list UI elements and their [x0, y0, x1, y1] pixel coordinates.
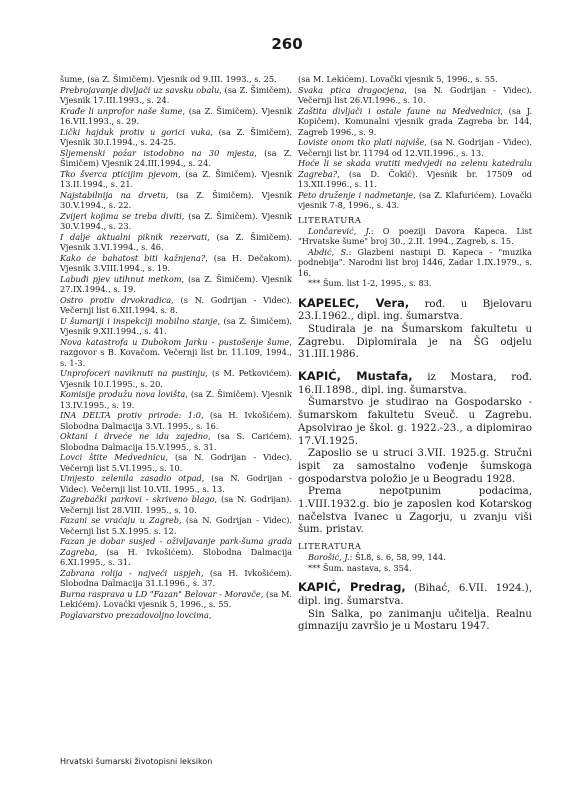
bibliography-entry: Tko šverca pticijim pjevom, (sa Z. Šimičem). Vjesnik 13.II.1994., s. 21.	[60, 168, 292, 189]
bibliography-entry: šume, (sa Z. Šimičem). Vjesnik od 9.III. 1993., s. 25.	[60, 74, 277, 84]
bio-paragraph: Zaposlio se u struci 3.VII. 1925.g. Stručni ispit za samostalno vođenje šumskoga gospodarstva položio je u Beogradu 1928.	[298, 448, 532, 485]
bio-text: rođ. u Bjelovaru 23.I.1962., dipl. ing. šumarstva.	[298, 298, 532, 323]
bibliography-entry: Ostro protiv drvokradica, (s N. Godrijan - Videc). Večernji list 6.XII.1994. s. 8.	[60, 294, 293, 315]
literatura-entry: *** Šum. list 1-2, 1995., s. 83.	[308, 278, 432, 288]
footer: Hrvatski šumarski životopisni leksikon	[60, 757, 213, 766]
bibliography-entry: Svaka ptica dragocjena, (sa N. Godrijan - Videc). Večernji list 26.VI.1996., s. 10.	[298, 84, 532, 105]
bio-text: (Bihać, 6.VII. 1924.), dipl. ing. šumarstva.	[298, 583, 532, 607]
bibliography-entry: Prebrojavanje divljači uz savsku obalu, (sa Z. Šimičem). Vjesnik 17.III.1993., s. 24.	[60, 84, 293, 105]
bibliography-entry: Komisije produžu nova lovišta, (sa Z. Šimičem). Vjesnik 13.IV.1995., s. 19.	[60, 389, 293, 410]
bio-paragraph: Studirala je na Šumarskom fakultetu u Zagrebu. Diplomirala je na ŠG odjelu 31.III.1986.	[298, 323, 532, 361]
bibliography-entry: Hoće li se skada vratiti medvjedi na zelenu katedralu Zagreba?, (sa D. Čokić). Vjesnik br. 17509 od 13.XII.1996., s. 11.	[298, 158, 532, 189]
bibliography-entry: (sa M. Lekićem). Lovački vjesnik 5, 1996., s. 55.	[298, 74, 498, 84]
literatura-entry: Borošić, J.: ŠL8, s. 6, 58, 99, 144.	[308, 552, 446, 563]
bibliography-entry: Oktani i drveće ne idu zajedno, (sa S. Carićem). Slobodna Dalmacija 15.V.1995., s. 31.	[60, 431, 293, 452]
bibliography-entry: Kako će bahatost biti kažnjena?, (sa H. Dečakom). Vjesnik 3.VIII.1994., s. 19.	[60, 252, 293, 273]
bibliography-entry: Nova katastrofa u Dubokom Jarku - pustošenje šume, razgovor s B. Kovačom. Večernji list br. 11.109, 1994., s. 1-3.	[60, 336, 292, 368]
bibliography-entry: Zaštita divljači i ostale faune na Medvednici, (sa J. Kopičem). Komunalni vjesnik grada Zagreba br. 144, Zagreb 1996., s. 9.	[298, 105, 532, 137]
bibliography-entry: I dalje aktualni piknik rezervati, (sa Z. Šimičem). Vjesnik 3.VI.1994., s. 46.	[60, 231, 293, 252]
bibliography-entry: Burna rasprava u LD "Fazan" Belovar - Moravče, (sa M. Lekićem). Lovački vjesnik 5, 1996., s. 55.	[60, 588, 292, 609]
bibliography-entry: Labuđi pjev utihnut metkom, (sa Z. Šimičem). Vjesnik 27.IX.1994., s. 19.	[60, 273, 292, 294]
bibliography-entry: Zagrebački parkovi - skriveno blago, (sa N. Godrijan). Večernji list 28.VIII. 1995., s. 10.	[60, 494, 292, 515]
bibliography-entry: Loviste onom tko plati najviše, (sa N. Godrijan - Videc). Večernji list br. 11794 od 12.VII.1996., s. 13.	[298, 137, 532, 158]
bibliography-entry: Lički hajduk protiv u gorici vuka, (sa Z. Šimičem). Vjesnik 30.I.1994., s. 24-25.	[60, 126, 292, 147]
bio-name: KAPELEC, Vera,	[298, 295, 410, 310]
bibliography-entry: Unprofoceri naviknuti na pustinju, (s M. Petkovićem). Vjesnik 10.I.1995., s. 20.	[60, 368, 292, 389]
bibliography-entry: Peto druženje i nadmetanje, (sa Z. Klafurićem). Lovački vjesnik 7-8, 1996., s. 43.	[298, 189, 532, 210]
literatura-heading: LITERATURA	[298, 541, 362, 552]
bibliography-entry: Lovci štite Medvednicu, (sa N. Godrijan - Videc). Večernji list 5.VI.1995., s. 10.	[60, 452, 292, 473]
bio-paragraph: Sin Salka, po zanimanju učitelja. Realnu gimnaziju završio je u Mostaru 1947.	[298, 608, 532, 633]
bio-kapic-predrag	[298, 581, 532, 608]
literatura-list	[298, 552, 532, 573]
bio-paragraph: Šumarstvo je studirao na Gospodarsko - šumarskom fakultetu Sveuč. u Zagrebu. Apsolvirao je škol. g. 1922.-23., a diplomirao 17.VI.1925.	[298, 397, 532, 447]
bio-name: KAPIĆ, Predrag,	[298, 580, 406, 595]
literatura-entry: *** Šum. nastava, s. 354.	[308, 562, 412, 573]
bibliography-list	[298, 74, 532, 211]
literatura-entry: Lončarević, J.: O poeziji Davora Kapeca. List "Hrvatske šume" broj 30., 2.II. 1994., Zagreb, s. 15.	[298, 225, 532, 246]
literatura-list	[298, 226, 532, 289]
bio-kapelec	[298, 297, 532, 324]
bibliography-entry: Najstabilnija na drvetu, (sa Z. Šimičem). Vjesnik 30.V.1994., s. 22.	[60, 189, 292, 210]
bibliography-entry: U šumariji i inspekciji mobilno stanje, (sa Z. Šimičem). Vjesnik 9.XII.1994., s. 41.	[60, 315, 293, 336]
bibliography-entry: Poglavarstvo prezadovoljno lovcima,	[60, 609, 212, 620]
bio-text: iz Mostara, rođ. 16.II.1898., dipl. ing. šumarstva.	[298, 372, 532, 396]
bibliography-entry: Zvijeri kojima se treba diviti, (sa Z. Šimičem). Vjesnik 30.V.1994., s. 23.	[60, 210, 293, 231]
bibliography-entry: Krađe li unprofor naše šume, (sa Z. Šimičem). Vjesnik 16.VII.1993., s. 29.	[60, 105, 293, 126]
bio-kapic-mustafa	[298, 370, 532, 397]
bibliography-entry: Umjesto zelenila zasadio otpad, (sa N. Godrijan - Videc). Večernji list 10.VII. 1995., s. 13.	[60, 473, 292, 494]
bibliography-entry: INA DELTA protiv prirode: 1:0, (sa H. Ivkošićem). Slobodna Dalmacija 3.VI. 1995., s. 16.	[60, 410, 292, 431]
right-column	[298, 74, 532, 634]
literatura-entry: Abdić, S.: Glazbeni nastupi D. Kapeca - "muzika podnebija". Narodni list broj 1446, Zadar 1.IX.1979., s. 16.	[298, 246, 532, 278]
bio-name: KAPIĆ, Mustafa,	[298, 369, 413, 384]
bibliography-entry: Fazan je dobar susjed - oživljavanje park-šuma grada Zagreba, (sa H. Ivkošićem). Slobodna Dalmacija 6.XI.1995., s. 31.	[60, 536, 292, 567]
literatura-heading: LITERATURA	[298, 214, 362, 225]
bibliography-entry: Zabrana rolija - najveći uspjeh, (sa H. Ivkošićem). Slobodna Dalmacija 31.I.1996., s. 37.	[60, 567, 292, 588]
bio-paragraph: Prema nepotpunim podacima, 1.VIII.1932.g. bio je zaposlen kod Kotarskog načelstva Ivanec u Zagorju, u zvanju viši šum. pristav.	[298, 486, 532, 536]
bibliography-entry: Sljemenski požar istodobno na 30 mjesta, (sa Z. Šimičem) Vjesnik 24.III.1994., s. 24.	[60, 147, 292, 168]
bibliography-entry: Fazani se vraćaju u Zagreb, (sa N. Godrijan - Videc). Večernji list 5.X.1995. s. 12.	[60, 515, 292, 536]
left-column	[60, 74, 292, 620]
page-number: 260	[271, 35, 303, 53]
